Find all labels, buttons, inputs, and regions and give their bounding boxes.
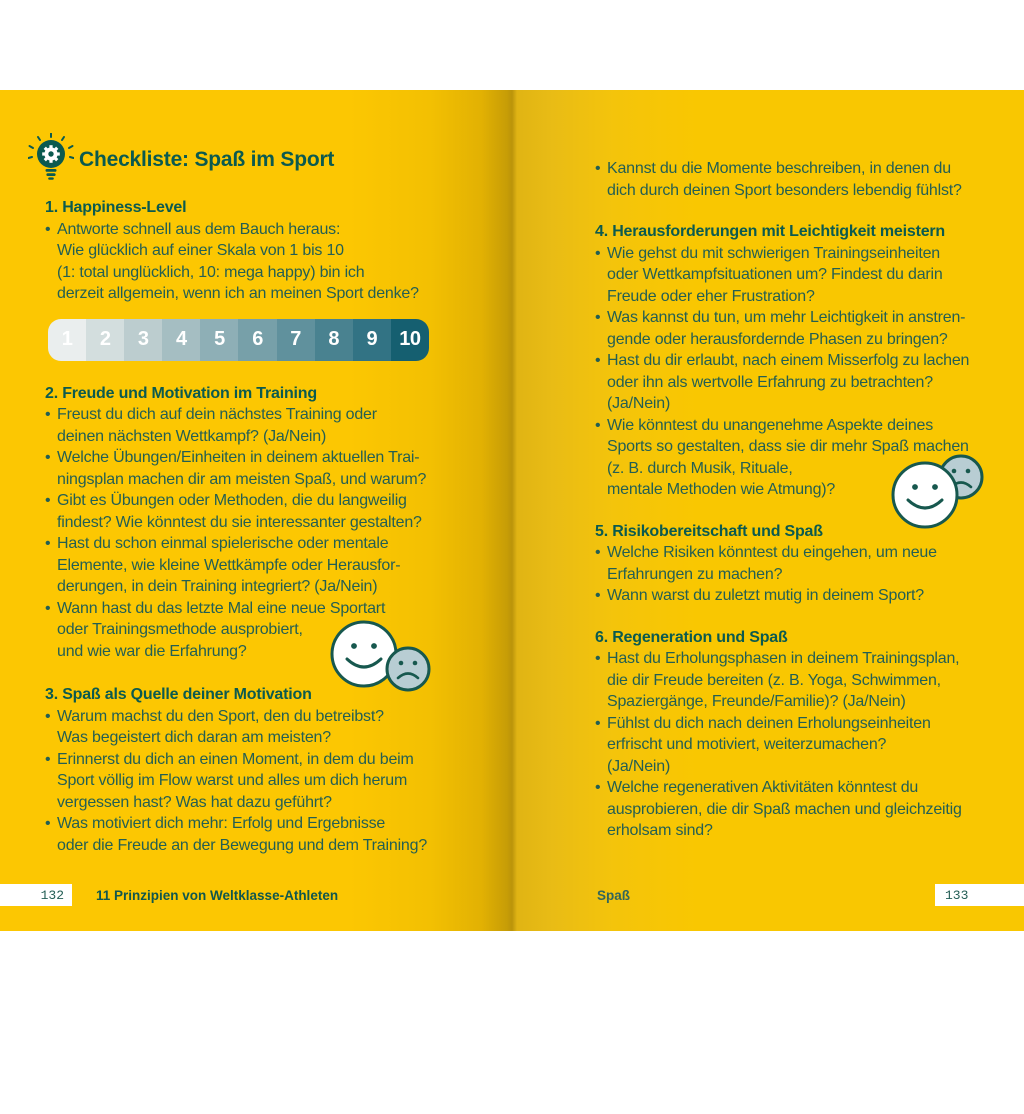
- section-heading: 4. Herausforderungen mit Leichtigkeit meistern: [595, 223, 945, 240]
- bullet-marker: •: [595, 714, 601, 732]
- bullet-line-text: Wann warst du zuletzt mutig in deinem Sport?: [607, 587, 924, 604]
- page-number-box-right: [935, 884, 1024, 906]
- happy-face-icon: [332, 622, 396, 686]
- bullet-line: [57, 426, 476, 448]
- bullet-line: [45, 533, 476, 555]
- bullet-line: [57, 512, 476, 534]
- bullet-item: [45, 749, 476, 814]
- bullet-line: [595, 158, 996, 180]
- bullet-item: [595, 585, 996, 607]
- bullet-line-text: oder die Freude an der Bewegung und dem Training?: [57, 836, 428, 854]
- bullet-line-text: (Ja/Nein): [607, 395, 671, 412]
- bullet-line: [57, 770, 476, 792]
- bullet-line: [607, 756, 996, 778]
- bullet-line: [607, 799, 996, 821]
- bullet-line-text: dich durch deinen Sport besonders lebendig fühlst?: [607, 181, 962, 199]
- bullet-line: [595, 350, 996, 372]
- bullet-line: [57, 240, 476, 262]
- bullet-marker: •: [45, 449, 51, 466]
- bullet-line: [45, 219, 476, 241]
- bullet-line-text: erfrischt und motiviert, weiterzumachen?: [607, 736, 887, 753]
- bullet-line: [595, 307, 996, 329]
- bullet-line-text: Sport völlig im Flow warst und alles um dich herum: [57, 772, 408, 789]
- bullet-line-text: Hast du dir erlaubt, nach einem Misserfolg zu lachen: [607, 352, 970, 369]
- bullet-line-text: Antworte schnell aus dem Bauch heraus:: [57, 220, 341, 238]
- bullet-line: [607, 564, 996, 586]
- scale-cell: 5: [200, 319, 238, 361]
- bullet-line: [607, 264, 996, 286]
- checklist-header: [28, 133, 476, 187]
- section-heading: 3. Spaß als Quelle deiner Motivation: [45, 686, 312, 703]
- bullet-line: [45, 749, 476, 771]
- bullet-line: [595, 585, 996, 607]
- bullet-line-text: Sports so gestalten, dass sie dir mehr Spaß machen: [607, 438, 969, 455]
- bullet-line-text: deinen nächsten Wettkampf? (Ja/Nein): [57, 427, 327, 445]
- bullet-item: [595, 350, 996, 415]
- bullet-line-text: Hast du Erholungsphasen in deinem Trainingsplan,: [607, 650, 960, 667]
- bullet-line: [595, 415, 996, 437]
- section-heading: 5. Risikobereitschaft und Spaß: [595, 522, 823, 540]
- bullet-item: [595, 713, 996, 778]
- bullet-line-text: (1: total unglücklich, 10: mega happy) bin ich: [57, 263, 365, 281]
- section: [595, 158, 996, 201]
- bullet-line-text: Elemente, wie kleine Wettkämpfe oder Herausfor-: [57, 556, 401, 574]
- bullet-line-text: ningsplan machen dir am meisten Spaß, und warum?: [57, 470, 427, 488]
- bullet-line-text: und wie war die Erfahrung?: [57, 642, 247, 660]
- page-number-box-left: [0, 884, 72, 906]
- happiness-scale: [48, 319, 429, 361]
- bullet-item: [595, 542, 996, 585]
- bullet-marker: •: [595, 416, 601, 434]
- scale-cell: 9: [353, 319, 391, 361]
- bullet-marker: •: [595, 244, 601, 262]
- left-sections: [45, 197, 476, 856]
- bullet-item: [45, 404, 476, 447]
- page-number-right: 133: [945, 887, 969, 903]
- bullet-item: [595, 158, 996, 201]
- section-heading: 1. Happiness-Level: [45, 199, 187, 216]
- bullet-line-text: Freust du dich auf dein nächstes Training oder: [57, 406, 377, 423]
- bullet-marker: •: [45, 220, 51, 238]
- bullet-line-text: Warum machst du den Sport, den du betreibst?: [57, 707, 384, 725]
- bullet-line-text: Wie gehst du mit schwierigen Trainingseinheiten: [607, 244, 940, 262]
- bullet-marker: •: [45, 815, 51, 832]
- section-heading: 6. Regeneration und Spaß: [595, 628, 788, 646]
- scale-cell: 6: [238, 319, 276, 361]
- bullet-line: [57, 469, 476, 491]
- bullet-line-text: Wie könntest du unangenehme Aspekte deines: [607, 416, 934, 434]
- bullet-line: [607, 372, 996, 394]
- bullet-line: [45, 447, 476, 469]
- bullet-line: [607, 734, 996, 756]
- bullet-item: [45, 447, 476, 490]
- bullet-line-text: Erfahrungen zu machen?: [607, 565, 783, 583]
- bullet-item: [45, 490, 476, 533]
- bullet-marker: •: [45, 707, 51, 725]
- bullet-item: [595, 307, 996, 350]
- bullet-marker: •: [45, 535, 51, 552]
- bullet-line-text: oder Trainingsmethode ausprobiert,: [57, 621, 303, 638]
- bullet-line-text: vergessen hast? Was hat dazu geführt?: [57, 793, 332, 811]
- bullet-item: [45, 219, 476, 305]
- bullet-item: [45, 706, 476, 749]
- section: [45, 197, 476, 305]
- scale-cell: 4: [162, 319, 200, 361]
- bullet-line: [595, 713, 996, 735]
- bullet-line: [607, 393, 996, 415]
- bullet-line-text: ausprobieren, die dir Spaß machen und gleichzeitig: [607, 800, 962, 818]
- bullet-marker: •: [595, 587, 601, 604]
- lightbulb-gear-icon: [28, 133, 74, 187]
- bullet-line: [57, 576, 476, 598]
- scale-cell: 8: [315, 319, 353, 361]
- bullet-line-text: Freude oder eher Frustration?: [607, 287, 815, 305]
- scale-cell: 1: [48, 319, 86, 361]
- sad-face-icon: [387, 648, 429, 690]
- bullet-line-text: oder Wettkampfsituationen um? Findest du darin: [607, 266, 943, 283]
- bullet-item: [45, 813, 476, 856]
- page-number-left: 132: [40, 887, 64, 903]
- section-heading: 2. Freude und Motivation im Training: [45, 384, 317, 402]
- bullet-marker: •: [45, 599, 51, 617]
- bullet-line-text: Welche regenerativen Aktivitäten könntest du: [607, 779, 919, 796]
- bullet-line: [45, 813, 476, 835]
- page-left: [0, 90, 512, 931]
- bullet-line-text: (Ja/Nein): [607, 757, 671, 775]
- bullet-line: [57, 727, 476, 749]
- scale-cell: 2: [86, 319, 124, 361]
- bullet-line-text: Welche Risiken könntest du eingehen, um neue: [607, 544, 937, 561]
- happy-sad-smileys-right: [882, 442, 998, 532]
- bullet-line: [607, 691, 996, 713]
- bullet-line-text: gende oder herausfordernde Phasen zu bringen?: [607, 330, 948, 348]
- bullet-line: [607, 820, 996, 842]
- scale-cell: 10: [391, 319, 429, 361]
- bullet-line-text: Spaziergänge, Freunde/Familie)? (Ja/Nein): [607, 693, 906, 710]
- bullet-marker: •: [595, 779, 601, 796]
- bullet-line-text: findest? Wie könntest du sie interessanter gestalten?: [57, 513, 422, 531]
- page-title: Checkliste: Spaß im Sport: [79, 148, 335, 172]
- bullet-line-text: Gibt es Übungen oder Methoden, die du langweilig: [57, 492, 407, 509]
- happy-sad-smileys-left: [322, 612, 438, 700]
- bullet-line-text: Wann hast du das letzte Mal eine neue Sportart: [57, 599, 386, 617]
- book-spread: [0, 90, 1024, 931]
- section: [45, 684, 476, 856]
- bullet-line: [607, 329, 996, 351]
- bullet-line: [45, 490, 476, 512]
- section: [595, 521, 996, 607]
- bullet-line-text: Was motiviert dich mehr: Erfolg und Ergebnisse: [57, 815, 386, 832]
- bullet-marker: •: [45, 750, 51, 768]
- scale-cell: 7: [277, 319, 315, 361]
- bullet-line-text: Was begeistert dich daran am meisten?: [57, 729, 331, 746]
- bullet-line: [595, 777, 996, 799]
- bullet-line: [607, 286, 996, 308]
- bullet-line-text: oder ihn als wertvolle Erfahrung zu betrachten?: [607, 373, 933, 391]
- bullet-marker: •: [595, 160, 601, 177]
- bullet-marker: •: [45, 406, 51, 423]
- bullet-line-text: Was kannst du tun, um mehr Leichtigkeit in anstren-: [607, 309, 966, 326]
- bullet-line-text: derzeit allgemein, wenn ich an meinen Sport denke?: [57, 285, 419, 302]
- bullet-line-text: Hast du schon einmal spielerische oder mentale: [57, 535, 389, 552]
- bullet-line: [595, 648, 996, 670]
- bullet-line: [57, 792, 476, 814]
- bullet-line-text: Kannst du die Momente beschreiben, in denen du: [607, 160, 951, 177]
- scale-cell: 3: [124, 319, 162, 361]
- bullet-line: [607, 180, 996, 202]
- bullet-line: [595, 243, 996, 265]
- bullet-line: [45, 404, 476, 426]
- bullet-line-text: mentale Methoden wie Atmung)?: [607, 481, 836, 498]
- bullet-marker: •: [595, 352, 601, 369]
- bullet-line: [57, 555, 476, 577]
- bullet-item: [595, 648, 996, 713]
- bullet-line-text: Erinnerst du dich an einen Moment, in dem du beim: [57, 750, 414, 768]
- bullet-marker: •: [45, 492, 51, 509]
- section: [595, 627, 996, 842]
- footer-chapter-title: 11 Prinzipien von Weltklasse-Athleten: [96, 887, 339, 903]
- bullet-item: [45, 533, 476, 598]
- bullet-line-text: erholsam sind?: [607, 822, 713, 839]
- bullet-line-text: Fühlst du dich nach deinen Erholungseinheiten: [607, 714, 931, 732]
- bullet-line: [57, 262, 476, 284]
- bullet-marker: •: [595, 650, 601, 667]
- footer-running-title: Spaß: [597, 887, 631, 903]
- bullet-line: [607, 670, 996, 692]
- bullet-marker: •: [595, 544, 601, 561]
- bullet-line: [57, 283, 476, 305]
- bullet-line-text: Welche Übungen/Einheiten in deinem aktuellen Trai-: [57, 449, 420, 466]
- bullet-line: [45, 706, 476, 728]
- bullet-line-text: derungen, in dein Training integriert? (Ja/Nein): [57, 578, 378, 595]
- bullet-line-text: die dir Freude bereiten (z. B. Yoga, Schwimmen,: [607, 671, 941, 689]
- bullet-line-text: Wie glücklich auf einer Skala von 1 bis 10: [57, 242, 344, 259]
- bullet-line: [57, 835, 476, 857]
- bullet-line-text: (z. B. durch Musik, Rituale,: [607, 459, 793, 477]
- bullet-marker: •: [595, 309, 601, 326]
- bullet-item: [595, 243, 996, 308]
- happy-face-icon: [893, 463, 957, 527]
- bullet-line: [595, 542, 996, 564]
- bullet-item: [595, 777, 996, 842]
- footer-bar: [0, 884, 1024, 906]
